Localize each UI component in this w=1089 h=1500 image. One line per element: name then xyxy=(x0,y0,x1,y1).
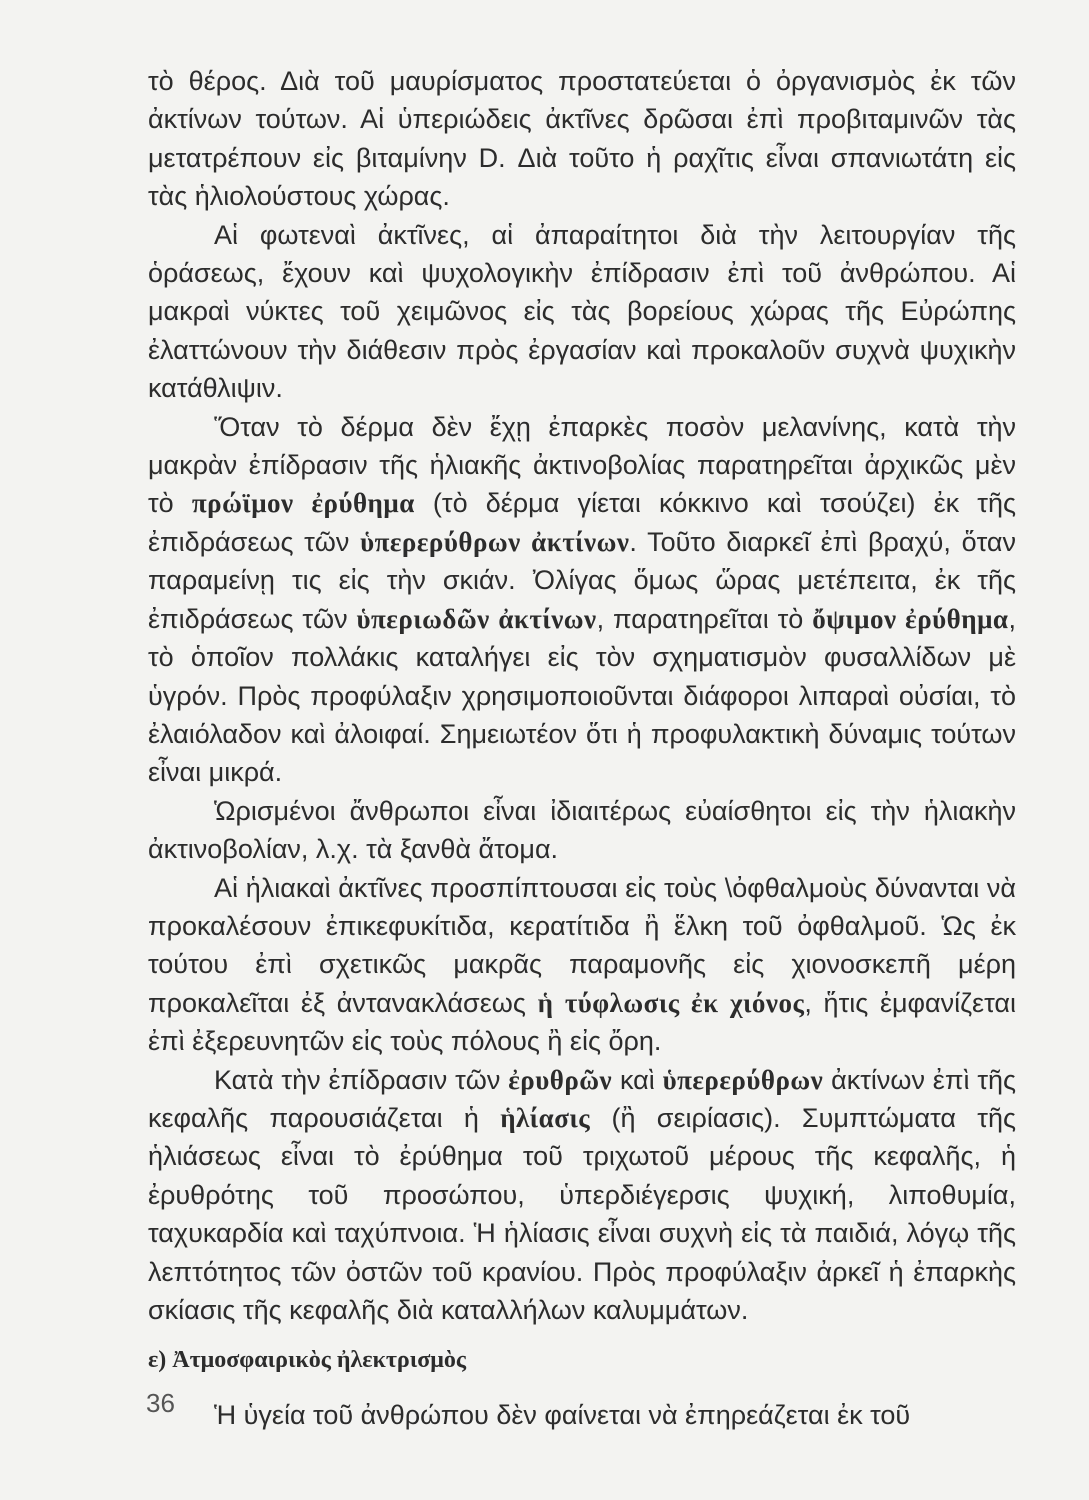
text-segment: ἀκτίνων ἐπὶ τῆς κεφαλῆς παρουσιάζεται ἡ xyxy=(148,1064,1017,1133)
final-paragraph: Ἡ ὑγεία τοῦ ἀνθρώπου δὲν φαίνεται νὰ ἐπηρεάζεται ἐκ τοῦ xyxy=(214,1399,911,1430)
text-segment: Ὅταν τὸ δέρμα δὲν ἔχῃ ἐπαρκὲς ποσὸν μελανίνης, κατὰ τὴν μακρὰν ἐπίδρασιν τῆς ἡλιακῆς ἀκτινοβολίας παρατηρεῖται ἀρχικῶς μὲν τὸ xyxy=(148,411,1016,519)
bold-term: ὄψιμον ἐρύθημα xyxy=(812,603,1009,634)
text-segment: τὸ θέρος. Διὰ τοῦ μαυρίσματος προστατεύεται ὁ ὀργανισμὸς ἐκ τῶν ἀκτίνων τούτων. Αἱ ὑπεριώδεις ἀκτῖνες δρῶσαι ἐπὶ προβιταμινῶν τὰς μετατρέπουν εἰς βιταμίνην D. Διὰ τοῦτο ἡ ραχῖτις εἶναι σπανιωτάτη εἰς τὰς ἡλιολούστους χώρας. xyxy=(148,66,1016,212)
text-segment: , ἥτις ἐμφανίζεται ἐπὶ ἐξερευνητῶν εἰς τοὺς πόλους ἢ εἰς ὄρη. xyxy=(148,987,1016,1057)
paragraph xyxy=(148,216,1016,408)
text-segment: (τὸ δέρμα γίεται κόκκινο καὶ τσούζει) ἐκ τῆς ἐπιδράσεως τῶν xyxy=(148,488,1016,557)
page-body xyxy=(148,62,1016,1434)
paragraph xyxy=(148,1061,1016,1330)
bold-term: ὑπεριωδῶν ἀκτίνων xyxy=(356,603,597,634)
section-heading: ε) Ἀτμοσφαιρικὸς ἠλεκτρισμὸς xyxy=(148,1347,466,1374)
paragraph xyxy=(148,869,1016,1061)
text-segment: Κατὰ τὴν ἐπίδρασιν τῶν xyxy=(214,1064,509,1095)
bold-term: ἡ τύφλωσις ἐκ χιόνος xyxy=(537,987,805,1018)
text-segment: , τὸ ὁποῖον πολλάκις καταλήγει εἰς τὸν σχηματισμὸν φυσαλλίδων μὲ ὑγρόν. Πρὸς προφύλαξιν χρησιμοποιοῦνται διάφοροι λιπαραὶ οὐσίαι, τὸ ἐλαιόλαδον καὶ ἀλοιφαί. Σημειωτέον ὅτι ἡ προφυλακτικὴ δύναμις τούτων εἶναι μικρά. xyxy=(148,603,1016,788)
text-segment: Ὡρισμένοι ἄνθρωποι εἶναι ἰδιαιτέρως εὐαίσθητοι εἰς τὴν ἡλιακὴν ἀκτινοβολίαν, λ.χ. τὰ ξανθὰ ἄτομα. xyxy=(148,795,1016,865)
page-number: 36 xyxy=(146,1388,175,1418)
bold-term: ὑπερερύθρων xyxy=(662,1064,824,1095)
paragraph-list xyxy=(148,62,1016,1329)
paragraph xyxy=(148,62,1016,216)
bold-term: ἐρυθρῶν xyxy=(508,1064,613,1095)
text-segment: . Τοῦτο διαρκεῖ ἐπὶ βραχύ, ὅταν παραμείνῃ τις εἰς τὴν σκιάν. Ὀλίγας ὅμως ὥρας μετέπειτα, ἐκ τῆς ἐπιδράσεως τῶν xyxy=(148,526,1016,634)
bold-term: ἡλίασις xyxy=(500,1102,591,1133)
bold-term: ὑπερερύθρων ἀκτίνων xyxy=(360,526,630,557)
text-segment: Αἱ φωτεναὶ ἀκτῖνες, αἱ ἀπαραίτητοι διὰ τὴν λειτουργίαν τῆς ὁράσεως, ἔχουν καὶ ψυχολογικὴν ἐπίδρασιν ἐπὶ τοῦ ἀνθρώπου. Αἱ μακραὶ νύκτες τοῦ χειμῶνος εἰς τὰς βορείους χώρας τῆς Εὐρώπης ἐλαττώνουν τὴν διάθεσιν πρὸς ἐργασίαν καὶ προκαλοῦν συχνὰ ψυχικὴν κατάθλιψιν. xyxy=(148,219,1016,404)
bold-term: πρώϊμον ἐρύθημα xyxy=(191,488,415,519)
text-segment: καὶ xyxy=(612,1064,663,1095)
text-segment: , παρατηρεῖται τὸ xyxy=(596,603,813,634)
text-segment: (ἢ σειρίασις). Συμπτώματα τῆς ἡλιάσεως εἶναι τὸ ἐρύθημα τοῦ τριχωτοῦ μέρους τῆς κεφαλῆς, ἡ ἐρυθρότης τοῦ προσώπου, ὑπερδιέγερσις ψυχική, λιποθυμία, ταχυκαρδία καὶ ταχύπνοια. Ἡ ἡλίασις εἶναι συχνὴ εἰς τὰ παιδιά, λόγῳ τῆς λεπτότητος τῶν ὀστῶν τοῦ κρανίου. Πρὸς προφύλαξιν ἀρκεῖ ἡ ἐπαρκὴς σκίασις τῆς κεφαλῆς διὰ καταλλήλων καλυμμάτων. xyxy=(148,1102,1016,1325)
text-segment: Αἱ ἡλιακαὶ ἀκτῖνες προσπίπτουσαι εἰς τοὺς \ὀφθαλμοὺς δύνανται νὰ προκαλέσουν ἐπικεφυκίτιδα, κερατίτιδα ἢ ἕλκη τοῦ ὀφθαλμοῦ. Ὡς ἐκ τούτου ἐπὶ σχετικῶς μακρᾶς παραμονῆς εἰς χιονοσκεπῆ μέρη προκαλεῖται ἐξ ἀντανακλάσεως xyxy=(148,872,1016,1018)
paragraph xyxy=(148,408,1016,792)
paragraph xyxy=(148,792,1016,869)
